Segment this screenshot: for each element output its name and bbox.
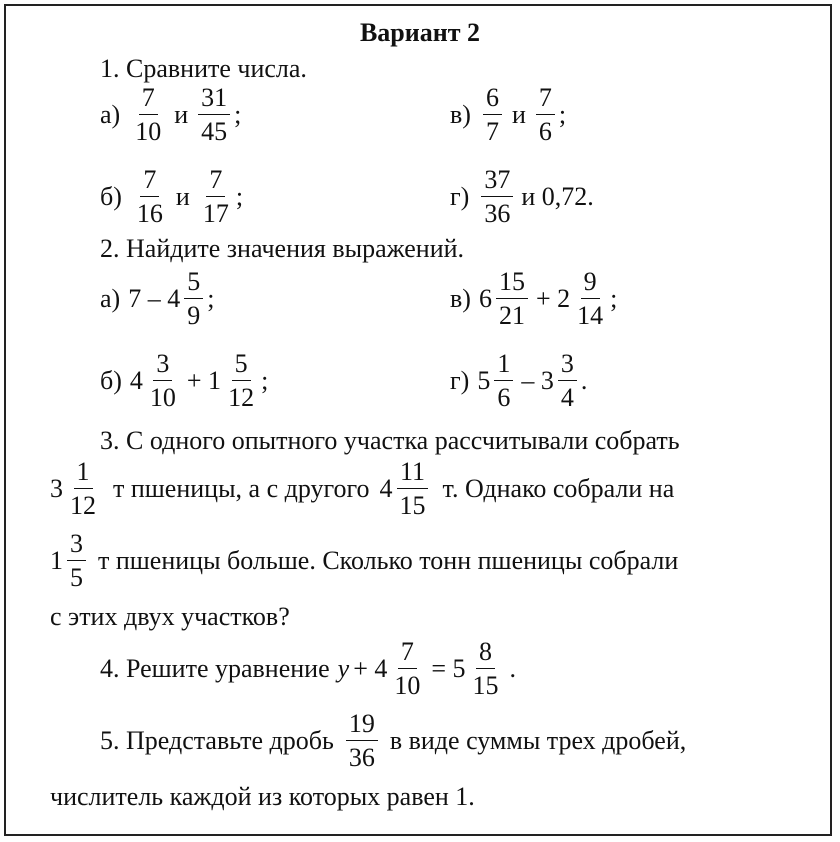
operator: – 3	[521, 365, 554, 395]
denominator: 36	[348, 743, 375, 773]
whole-part: 4	[129, 365, 143, 395]
fraction	[483, 84, 502, 146]
whole-part: 3	[50, 473, 63, 503]
task1-item-a	[100, 84, 241, 146]
punctuation: ;	[558, 99, 567, 129]
whole-part: 1	[50, 545, 63, 575]
numerator: 19	[346, 710, 378, 741]
denominator: 10	[394, 671, 421, 701]
numerator: 3	[153, 350, 172, 381]
fraction	[67, 458, 99, 520]
fraction	[198, 84, 230, 146]
task5-line2: числитель каждой из которых равен 1.	[50, 782, 475, 811]
whole-part: 4	[379, 473, 393, 503]
task2-item-v	[450, 268, 617, 330]
task1-item-v	[450, 84, 566, 146]
numerator: 11	[397, 458, 428, 489]
fraction	[67, 530, 86, 592]
page-title: Вариант 2	[359, 18, 481, 47]
fraction	[200, 166, 232, 228]
numerator: 3	[558, 350, 577, 381]
task2-item-g	[450, 350, 587, 412]
denominator: 14	[577, 301, 604, 331]
task3-line2	[50, 458, 674, 520]
task3-line1: 3. С одного опытного участка рассчитывали собрать	[100, 426, 680, 455]
conjunction: и	[511, 99, 526, 129]
denominator: 6	[538, 117, 552, 147]
numerator: 1	[494, 350, 513, 381]
punctuation: ;	[261, 365, 269, 395]
task2-header: 2. Найдите значения выражений.	[100, 234, 465, 263]
task4-line	[100, 638, 516, 700]
text-segment: т пшеницы, а с другого	[113, 473, 370, 503]
numerator: 7	[140, 166, 159, 197]
numerator: 37	[481, 166, 513, 197]
operator: + 1	[186, 365, 222, 395]
numerator: 9	[581, 268, 600, 299]
whole-part: 5	[477, 365, 491, 395]
denominator: 6	[497, 383, 511, 413]
expression-part: 7 – 4	[128, 283, 181, 313]
denominator: 16	[136, 199, 163, 229]
task3-line4: с этих двух участков?	[50, 602, 290, 631]
denominator: 45	[201, 117, 228, 147]
fraction	[391, 638, 423, 700]
fraction	[134, 166, 166, 228]
numerator: 31	[198, 84, 230, 115]
numerator: 7	[398, 638, 417, 669]
fraction	[184, 268, 203, 330]
conjunction: и	[175, 181, 190, 211]
fraction	[470, 638, 502, 700]
fraction	[147, 350, 179, 412]
item-label: а)	[100, 283, 121, 313]
denominator: 15	[472, 671, 499, 701]
fraction	[397, 458, 429, 520]
denominator: 15	[399, 491, 426, 521]
item-label: б)	[100, 181, 122, 211]
operator: = 5	[431, 653, 466, 683]
task2-item-a	[100, 268, 214, 330]
punctuation: ;	[234, 99, 242, 129]
task1-item-b	[100, 166, 243, 228]
numerator: 7	[206, 166, 225, 197]
task1-item-g	[450, 166, 594, 228]
denominator: 10	[135, 117, 162, 147]
fraction	[536, 84, 555, 146]
item-label: а)	[100, 99, 121, 129]
fraction	[132, 84, 164, 146]
conjunction: и	[174, 99, 189, 129]
task5-line1	[100, 710, 686, 772]
denominator: 7	[485, 117, 499, 147]
numerator: 3	[67, 530, 86, 561]
denominator: 17	[202, 199, 229, 229]
numerator: 5	[184, 268, 203, 299]
denominator: 36	[484, 199, 511, 229]
operator: + 4	[353, 653, 388, 683]
text-segment: 5. Представьте дробь	[100, 725, 334, 755]
task3-line3	[50, 530, 678, 592]
punctuation: ;	[207, 283, 215, 313]
denominator: 10	[149, 383, 176, 413]
numerator: 1	[74, 458, 93, 489]
denominator: 12	[70, 491, 96, 521]
text-segment: 4. Решите уравнение	[100, 653, 330, 683]
numerator: 8	[476, 638, 495, 669]
punctuation: ;	[610, 283, 618, 313]
denominator: 9	[187, 301, 201, 331]
fraction	[558, 350, 577, 412]
item-label: в)	[450, 283, 471, 313]
numerator: 7	[536, 84, 555, 115]
tail-text: и 0,72.	[521, 181, 594, 211]
fraction	[574, 268, 606, 330]
fraction	[481, 166, 513, 228]
denominator: 12	[228, 383, 255, 413]
denominator: 5	[70, 563, 83, 593]
item-label: г)	[450, 365, 470, 395]
text-segment: в виде суммы трех дробей,	[389, 725, 687, 755]
fraction	[346, 710, 378, 772]
task2-item-b	[100, 350, 268, 412]
numerator: 7	[139, 84, 158, 115]
text-segment: т пшеницы больше. Сколько тонн пшеницы собрали	[98, 545, 679, 575]
task1-header: 1. Сравните числа.	[100, 54, 307, 83]
denominator: 4	[560, 383, 574, 413]
denominator: 21	[498, 301, 525, 331]
punctuation: .	[509, 653, 517, 683]
variable: y	[337, 653, 350, 683]
item-label: г)	[450, 181, 470, 211]
numerator: 5	[232, 350, 251, 381]
item-label: в)	[450, 99, 471, 129]
whole-part: 6	[478, 283, 492, 313]
numerator: 15	[496, 268, 528, 299]
punctuation: .	[580, 365, 588, 395]
fraction	[494, 350, 513, 412]
numerator: 6	[483, 84, 502, 115]
text-segment: т. Однако собрали на	[442, 473, 675, 503]
fraction	[225, 350, 257, 412]
item-label: б)	[100, 365, 122, 395]
punctuation: ;	[235, 181, 244, 211]
fraction	[496, 268, 528, 330]
operator: + 2	[535, 283, 571, 313]
